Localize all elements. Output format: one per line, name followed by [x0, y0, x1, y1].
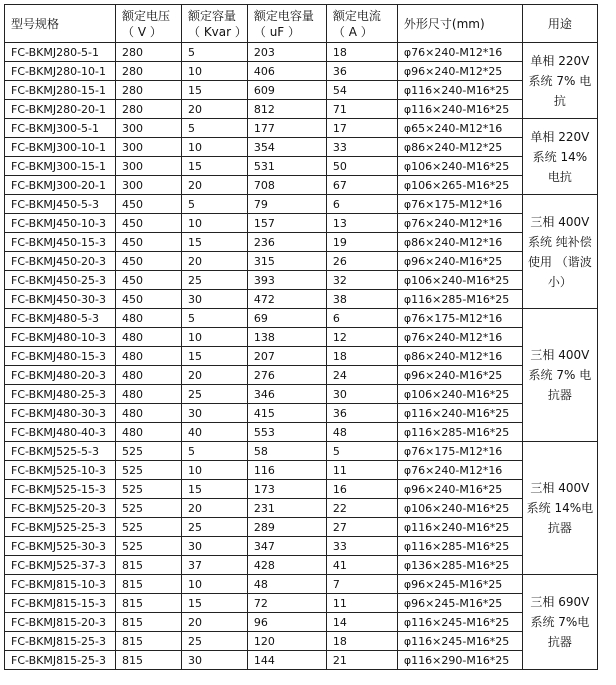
current-cell: 14 — [326, 613, 397, 632]
capacity-cell: 25 — [182, 518, 248, 537]
table-row — [5, 195, 598, 214]
current-cell: 24 — [326, 366, 397, 385]
capacitance-cell: 116 — [247, 461, 326, 480]
voltage-cell: 280 — [116, 100, 182, 119]
capacitance-cell: 96 — [247, 613, 326, 632]
dimensions-cell: φ116×245-M16*25 — [397, 632, 522, 651]
current-cell: 12 — [326, 328, 397, 347]
current-cell: 32 — [326, 271, 397, 290]
voltage-header-unit: （ V ） — [122, 24, 162, 39]
capacity-cell: 5 — [182, 309, 248, 328]
model-cell: FC-BKMJ480-10-3 — [5, 328, 116, 347]
capacitance-cell: 708 — [247, 176, 326, 195]
table-row — [5, 252, 598, 271]
current-cell: 6 — [326, 195, 397, 214]
dimensions-cell: φ76×175-M12*16 — [397, 195, 522, 214]
model-cell: FC-BKMJ300-10-1 — [5, 138, 116, 157]
voltage-cell: 525 — [116, 480, 182, 499]
dimensions-cell: φ76×175-M12*16 — [397, 309, 522, 328]
voltage-cell: 300 — [116, 176, 182, 195]
capacity-cell: 40 — [182, 423, 248, 442]
capacitance-cell: 236 — [247, 233, 326, 252]
model-cell: FC-BKMJ300-15-1 — [5, 157, 116, 176]
voltage-cell: 815 — [116, 556, 182, 575]
table-row — [5, 62, 598, 81]
current-cell: 54 — [326, 81, 397, 100]
current-cell: 30 — [326, 385, 397, 404]
model-cell: FC-BKMJ280-15-1 — [5, 81, 116, 100]
capacity-cell: 5 — [182, 195, 248, 214]
capacitance-cell: 207 — [247, 347, 326, 366]
capacitance-cell: 347 — [247, 537, 326, 556]
model-cell: FC-BKMJ815-15-3 — [5, 594, 116, 613]
current-header-unit: （ A ） — [332, 24, 373, 39]
current-cell: 6 — [326, 309, 397, 328]
voltage-header — [116, 5, 182, 43]
model-cell: FC-BKMJ480-30-3 — [5, 404, 116, 423]
current-cell: 36 — [326, 62, 397, 81]
current-cell: 16 — [326, 480, 397, 499]
capacity-cell: 5 — [182, 43, 248, 62]
capacity-cell: 10 — [182, 214, 248, 233]
voltage-cell: 300 — [116, 138, 182, 157]
model-cell: FC-BKMJ525-10-3 — [5, 461, 116, 480]
capacity-cell: 20 — [182, 100, 248, 119]
dimensions-cell: φ116×290-M16*25 — [397, 651, 522, 670]
dimensions-cell: φ86×240-M12*25 — [397, 138, 522, 157]
model-cell: FC-BKMJ815-25-3 — [5, 651, 116, 670]
capacitance-cell: 177 — [247, 119, 326, 138]
capacity-cell: 20 — [182, 176, 248, 195]
capacity-header — [182, 5, 248, 43]
model-cell: FC-BKMJ480-5-3 — [5, 309, 116, 328]
dimensions-cell: φ76×240-M12*16 — [397, 214, 522, 233]
dimensions-cell: φ96×240-M12*25 — [397, 62, 522, 81]
current-cell: 17 — [326, 119, 397, 138]
dimensions-cell: φ116×285-M16*25 — [397, 537, 522, 556]
voltage-cell: 480 — [116, 423, 182, 442]
capacity-cell: 15 — [182, 347, 248, 366]
table-row — [5, 138, 598, 157]
voltage-cell: 480 — [116, 366, 182, 385]
table-row — [5, 290, 598, 309]
capacitance-cell: 69 — [247, 309, 326, 328]
capacitance-cell: 354 — [247, 138, 326, 157]
table-row — [5, 271, 598, 290]
dimensions-cell: φ76×240-M12*16 — [397, 461, 522, 480]
capacitance-cell: 72 — [247, 594, 326, 613]
dimensions-cell: φ96×245-M16*25 — [397, 594, 522, 613]
model-cell: FC-BKMJ525-25-3 — [5, 518, 116, 537]
current-cell: 18 — [326, 347, 397, 366]
voltage-cell: 300 — [116, 157, 182, 176]
usage-cell: 三相 400V 系统 7% 电抗器 — [522, 309, 597, 442]
capacitance-cell: 144 — [247, 651, 326, 670]
capacitance-cell: 157 — [247, 214, 326, 233]
table-row — [5, 119, 598, 138]
table-row — [5, 347, 598, 366]
voltage-cell: 480 — [116, 385, 182, 404]
dimensions-cell: φ116×245-M16*25 — [397, 613, 522, 632]
table-row — [5, 537, 598, 556]
capacitance-cell: 531 — [247, 157, 326, 176]
current-cell: 33 — [326, 537, 397, 556]
current-cell: 19 — [326, 233, 397, 252]
capacity-cell: 15 — [182, 594, 248, 613]
voltage-cell: 280 — [116, 81, 182, 100]
current-cell: 21 — [326, 651, 397, 670]
current-cell: 27 — [326, 518, 397, 537]
capacitance-cell: 138 — [247, 328, 326, 347]
dimensions-cell: φ96×245-M16*25 — [397, 575, 522, 594]
model-cell: FC-BKMJ280-5-1 — [5, 43, 116, 62]
current-cell: 18 — [326, 43, 397, 62]
current-cell: 67 — [326, 176, 397, 195]
dimensions-cell: φ96×240-M16*25 — [397, 366, 522, 385]
capacity-cell: 37 — [182, 556, 248, 575]
capacity-cell: 15 — [182, 480, 248, 499]
voltage-cell: 450 — [116, 252, 182, 271]
model-cell: FC-BKMJ525-20-3 — [5, 499, 116, 518]
dimensions-cell: φ106×240-M16*25 — [397, 271, 522, 290]
model-cell: FC-BKMJ525-37-3 — [5, 556, 116, 575]
capacity-cell: 10 — [182, 138, 248, 157]
capacity-cell: 5 — [182, 442, 248, 461]
voltage-cell: 480 — [116, 328, 182, 347]
current-cell: 5 — [326, 442, 397, 461]
usage-cell: 单相 220V 系统 7% 电抗 — [522, 43, 597, 119]
dimensions-cell: φ106×265-M16*25 — [397, 176, 522, 195]
dimensions-cell: φ76×240-M12*16 — [397, 43, 522, 62]
model-cell: FC-BKMJ450-20-3 — [5, 252, 116, 271]
model-cell: FC-BKMJ300-20-1 — [5, 176, 116, 195]
capacitance-cell: 289 — [247, 518, 326, 537]
model-cell: FC-BKMJ815-10-3 — [5, 575, 116, 594]
table-row — [5, 442, 598, 461]
current-cell: 11 — [326, 461, 397, 480]
usage-cell: 单相 220V 系统 14% 电抗 — [522, 119, 597, 195]
model-cell: FC-BKMJ480-15-3 — [5, 347, 116, 366]
capacity-cell: 25 — [182, 632, 248, 651]
capacity-cell: 25 — [182, 385, 248, 404]
table-row — [5, 480, 598, 499]
table-row — [5, 43, 598, 62]
capacity-cell: 30 — [182, 651, 248, 670]
dimensions-cell: φ116×240-M16*25 — [397, 518, 522, 537]
table-row — [5, 556, 598, 575]
current-cell: 38 — [326, 290, 397, 309]
capacitance-cell: 231 — [247, 499, 326, 518]
capacitance-header-unit: （ uF ） — [253, 24, 301, 39]
model-cell: FC-BKMJ450-25-3 — [5, 271, 116, 290]
capacitance-cell: 553 — [247, 423, 326, 442]
table-row — [5, 100, 598, 119]
voltage-cell: 480 — [116, 309, 182, 328]
voltage-cell: 525 — [116, 442, 182, 461]
capacity-cell: 30 — [182, 537, 248, 556]
model-cell: FC-BKMJ300-5-1 — [5, 119, 116, 138]
current-cell: 71 — [326, 100, 397, 119]
capacity-cell: 10 — [182, 62, 248, 81]
voltage-cell: 525 — [116, 537, 182, 556]
dimensions-cell: φ86×240-M12*16 — [397, 233, 522, 252]
model-cell: FC-BKMJ450-5-3 — [5, 195, 116, 214]
capacitance-cell: 393 — [247, 271, 326, 290]
capacitance-cell: 120 — [247, 632, 326, 651]
model-cell: FC-BKMJ480-25-3 — [5, 385, 116, 404]
table-row — [5, 613, 598, 632]
model-cell: FC-BKMJ815-20-3 — [5, 613, 116, 632]
model-cell: FC-BKMJ525-15-3 — [5, 480, 116, 499]
voltage-cell: 525 — [116, 461, 182, 480]
dimensions-cell: φ76×240-M12*16 — [397, 328, 522, 347]
voltage-cell: 815 — [116, 613, 182, 632]
model-cell: FC-BKMJ525-30-3 — [5, 537, 116, 556]
current-cell: 11 — [326, 594, 397, 613]
table-body — [5, 43, 598, 670]
capacitance-cell: 609 — [247, 81, 326, 100]
current-cell: 13 — [326, 214, 397, 233]
voltage-cell: 280 — [116, 62, 182, 81]
voltage-cell: 815 — [116, 632, 182, 651]
current-header — [326, 5, 397, 43]
current-cell: 18 — [326, 632, 397, 651]
dimensions-cell: φ96×240-M16*25 — [397, 252, 522, 271]
capacity-header-label: 额定容量 — [188, 8, 237, 23]
table-row — [5, 214, 598, 233]
capacitance-cell: 812 — [247, 100, 326, 119]
dimensions-cell: φ106×240-M16*25 — [397, 385, 522, 404]
capacitance-header — [247, 5, 326, 43]
capacitance-cell: 428 — [247, 556, 326, 575]
table-row — [5, 233, 598, 252]
capacitance-cell: 48 — [247, 575, 326, 594]
capacitance-cell: 415 — [247, 404, 326, 423]
dimensions-cell: φ65×240-M12*16 — [397, 119, 522, 138]
capacity-cell: 15 — [182, 233, 248, 252]
table-row — [5, 176, 598, 195]
table-row — [5, 385, 598, 404]
capacity-cell: 15 — [182, 81, 248, 100]
usage-cell: 三相 690V 系统 7%电抗器 — [522, 575, 597, 670]
table-row — [5, 518, 598, 537]
capacity-cell: 20 — [182, 252, 248, 271]
dimensions-cell: φ76×175-M12*16 — [397, 442, 522, 461]
model-cell: FC-BKMJ815-25-3 — [5, 632, 116, 651]
dimensions-cell: φ106×240-M16*25 — [397, 157, 522, 176]
table-row — [5, 157, 598, 176]
capacitance-cell: 58 — [247, 442, 326, 461]
dimensions-cell: φ96×240-M16*25 — [397, 480, 522, 499]
usage-cell: 三相 400V 系统 纯补偿使用 （谐波小） — [522, 195, 597, 309]
dimensions-header: 外形尺寸(mm) — [397, 5, 522, 43]
model-cell: FC-BKMJ450-30-3 — [5, 290, 116, 309]
voltage-cell: 280 — [116, 43, 182, 62]
voltage-cell: 450 — [116, 195, 182, 214]
capacity-cell: 10 — [182, 328, 248, 347]
capacitance-header-label: 额定电容量 — [253, 8, 314, 23]
dimensions-cell: φ136×285-M16*25 — [397, 556, 522, 575]
capacitance-cell: 406 — [247, 62, 326, 81]
capacity-cell: 10 — [182, 461, 248, 480]
capacitance-cell: 346 — [247, 385, 326, 404]
voltage-cell: 450 — [116, 214, 182, 233]
capacitance-cell: 203 — [247, 43, 326, 62]
model-cell: FC-BKMJ480-20-3 — [5, 366, 116, 385]
capacity-cell: 20 — [182, 366, 248, 385]
table-row — [5, 594, 598, 613]
capacitance-cell: 79 — [247, 195, 326, 214]
capacitor-spec-table — [4, 4, 598, 670]
dimensions-cell: φ116×240-M16*25 — [397, 404, 522, 423]
voltage-cell: 450 — [116, 233, 182, 252]
voltage-header-label: 额定电压 — [122, 8, 171, 23]
current-cell: 26 — [326, 252, 397, 271]
table-row — [5, 461, 598, 480]
capacity-cell: 15 — [182, 157, 248, 176]
model-cell: FC-BKMJ450-15-3 — [5, 233, 116, 252]
capacitance-cell: 276 — [247, 366, 326, 385]
capacity-cell: 10 — [182, 575, 248, 594]
capacitance-cell: 173 — [247, 480, 326, 499]
current-cell: 48 — [326, 423, 397, 442]
current-cell: 7 — [326, 575, 397, 594]
current-cell: 50 — [326, 157, 397, 176]
capacity-cell: 30 — [182, 404, 248, 423]
table-row — [5, 404, 598, 423]
voltage-cell: 480 — [116, 347, 182, 366]
capacitance-cell: 315 — [247, 252, 326, 271]
voltage-cell: 480 — [116, 404, 182, 423]
table-row — [5, 499, 598, 518]
voltage-cell: 815 — [116, 651, 182, 670]
model-cell: FC-BKMJ525-5-3 — [5, 442, 116, 461]
model-cell: FC-BKMJ450-10-3 — [5, 214, 116, 233]
voltage-cell: 815 — [116, 594, 182, 613]
dimensions-cell: φ116×285-M16*25 — [397, 290, 522, 309]
table-row — [5, 81, 598, 100]
model-header: 型号规格 — [5, 5, 116, 43]
dimensions-cell: φ86×240-M12*16 — [397, 347, 522, 366]
capacitance-cell: 472 — [247, 290, 326, 309]
table-row — [5, 423, 598, 442]
voltage-cell: 300 — [116, 119, 182, 138]
current-cell: 22 — [326, 499, 397, 518]
model-cell: FC-BKMJ480-40-3 — [5, 423, 116, 442]
table-row — [5, 651, 598, 670]
current-header-label: 额定电流 — [332, 8, 381, 23]
current-cell: 33 — [326, 138, 397, 157]
header-row — [5, 5, 598, 43]
dimensions-cell: φ116×285-M16*25 — [397, 423, 522, 442]
voltage-cell: 525 — [116, 518, 182, 537]
dimensions-cell: φ106×240-M16*25 — [397, 499, 522, 518]
dimensions-cell: φ116×240-M16*25 — [397, 81, 522, 100]
voltage-cell: 450 — [116, 271, 182, 290]
usage-header: 用途 — [522, 5, 597, 43]
usage-cell: 三相 400V 系统 14%电抗器 — [522, 442, 597, 575]
model-cell: FC-BKMJ280-10-1 — [5, 62, 116, 81]
current-cell: 41 — [326, 556, 397, 575]
capacity-cell: 25 — [182, 271, 248, 290]
table-row — [5, 575, 598, 594]
table-row — [5, 632, 598, 651]
table-row — [5, 328, 598, 347]
capacity-cell: 20 — [182, 499, 248, 518]
current-cell: 36 — [326, 404, 397, 423]
capacity-header-unit: （ Kvar ） — [188, 24, 247, 39]
capacity-cell: 20 — [182, 613, 248, 632]
voltage-cell: 450 — [116, 290, 182, 309]
dimensions-cell: φ116×240-M16*25 — [397, 100, 522, 119]
table-row — [5, 309, 598, 328]
table-row — [5, 366, 598, 385]
capacity-cell: 5 — [182, 119, 248, 138]
voltage-cell: 525 — [116, 499, 182, 518]
capacity-cell: 30 — [182, 290, 248, 309]
model-cell: FC-BKMJ280-20-1 — [5, 100, 116, 119]
voltage-cell: 815 — [116, 575, 182, 594]
